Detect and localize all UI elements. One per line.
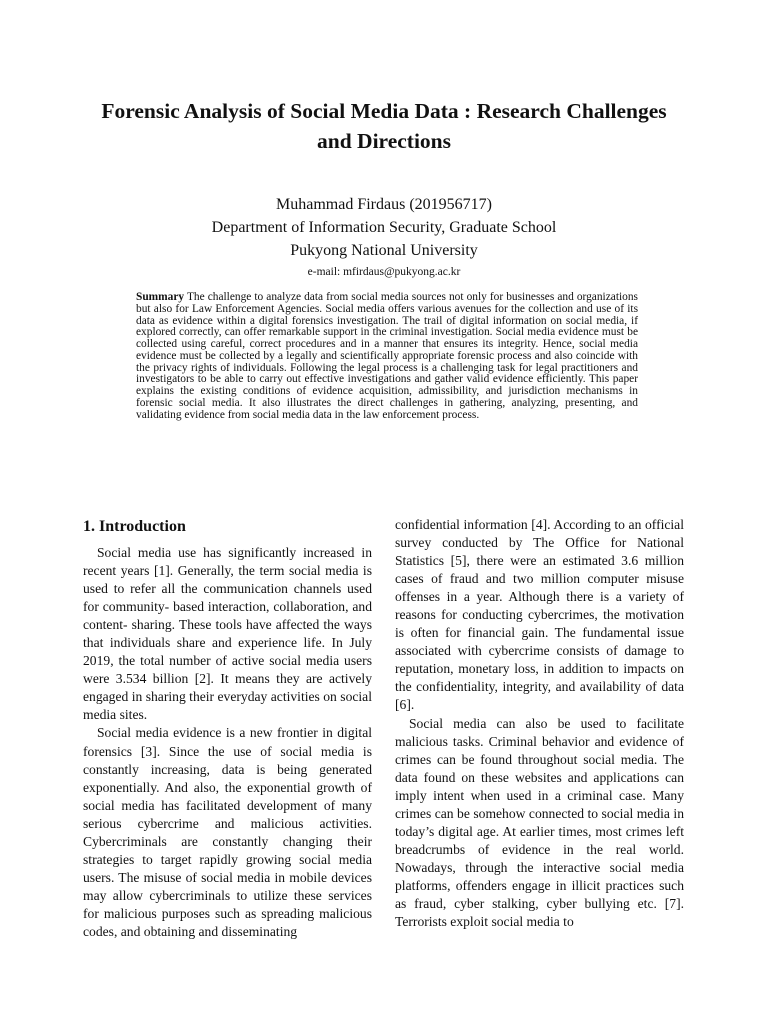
summary-label: Summary [136,291,185,303]
section-heading-introduction: 1. Introduction [83,518,186,535]
author-block [120,193,648,282]
intro-paragraph-2: Social media evidence is a new frontier in digital forensics [3]. Since the use of social media is constantly increasing, data is being generated exponentially. And also, the exponential growth of social media has facilitated development of many serious cybercrime and malicious activities. Cybercriminals are constantly changing their strategies to target rapidly growing social media users. The misuse of social media in mobile devices may allow cybercriminals to utilize these services for malicious purposes such as spreading malicious codes, and obtaining and disseminating [83,725,372,939]
author-department: Department of Information Security, Graduate School [211,219,557,236]
right-column [395,516,684,931]
intro-paragraph-2-continued: confidential information [4]. According to an official survey conducted by The Office for National Statistics [5], there were an estimated 3.6 million cases of fraud and two million computer misuse offenses in a year. Although there is a variety of reasons for conducting cybercrimes, the motivation is often for financial gain. The fundamental issue associated with cybercrime consists of damage to reputation, monetary loss, in addition to impacts on the confidentiality, integrity, and availability of data [6]. [395,517,684,713]
intro-paragraph-1: Social media use has significantly increased in recent years [1]. Generally, the term social media is used to refer all the communication channels used for community- based interaction, collaboration, and content- sharing. These tools have affected the ways that individuals share and experience life. In July 2019, the total number of active social media users were 3.534 billion [2]. It means they are actively engaged in sharing their everyday activities on social media sites. [83,545,372,723]
summary-text: The challenge to analyze data from social media sources not only for businesses and organizations but also for Law Enforcement Agencies. Social media offers various avenues for the collection and use of its data as evidence within a digital forensics investigation. The trail of digital information on social media, if explored correctly, can offer remarkable support in the criminal investigation. Social media evidence must be collected using careful, correct procedures and in a manner that ensures its integrity. Hence, social media evidence must be collected by a legally and scientifically appropriate forensic process and also coincide with the privacy rights of individuals. Following the legal process is a challenging task for legal practitioners and investigators to be able to carry out effective investigations and gather valid evidence efficiently. This paper explains the existing conditions of evidence acquisition, admissibility, and jurisdiction mechanisms in forensic social media. It also illustrates the direct challenges in gathering, analyzing, presenting, and validating evidence from social media data in the law enforcement process. [136,291,638,421]
paper-title: Forensic Analysis of Social Media Data : Research Challenges and Directions [101,99,667,153]
left-column [83,516,372,941]
summary-abstract [136,292,638,421]
author-email: e-mail: mfirdaus@pukyong.ac.kr [307,266,461,278]
author-name: Muhammad Firdaus (201956717) [276,196,492,213]
author-university: Pukyong National University [290,242,478,259]
intro-paragraph-3: Social media can also be used to facilitate malicious tasks. Criminal behavior and evidence of crimes can be found throughout social media. The data found on these websites and applications can imply intent when used in a criminal case. Many crimes can be somehow connected to social media in today’s digital age. At earlier times, most crimes left breadcrumbs of evidence in the real world. Nowadays, through the interactive social media platforms, offenders engage in illicit practices such as fraud, cyber stalking, cyber bullying etc. [7]. Terrorists exploit social media to [395,715,684,930]
